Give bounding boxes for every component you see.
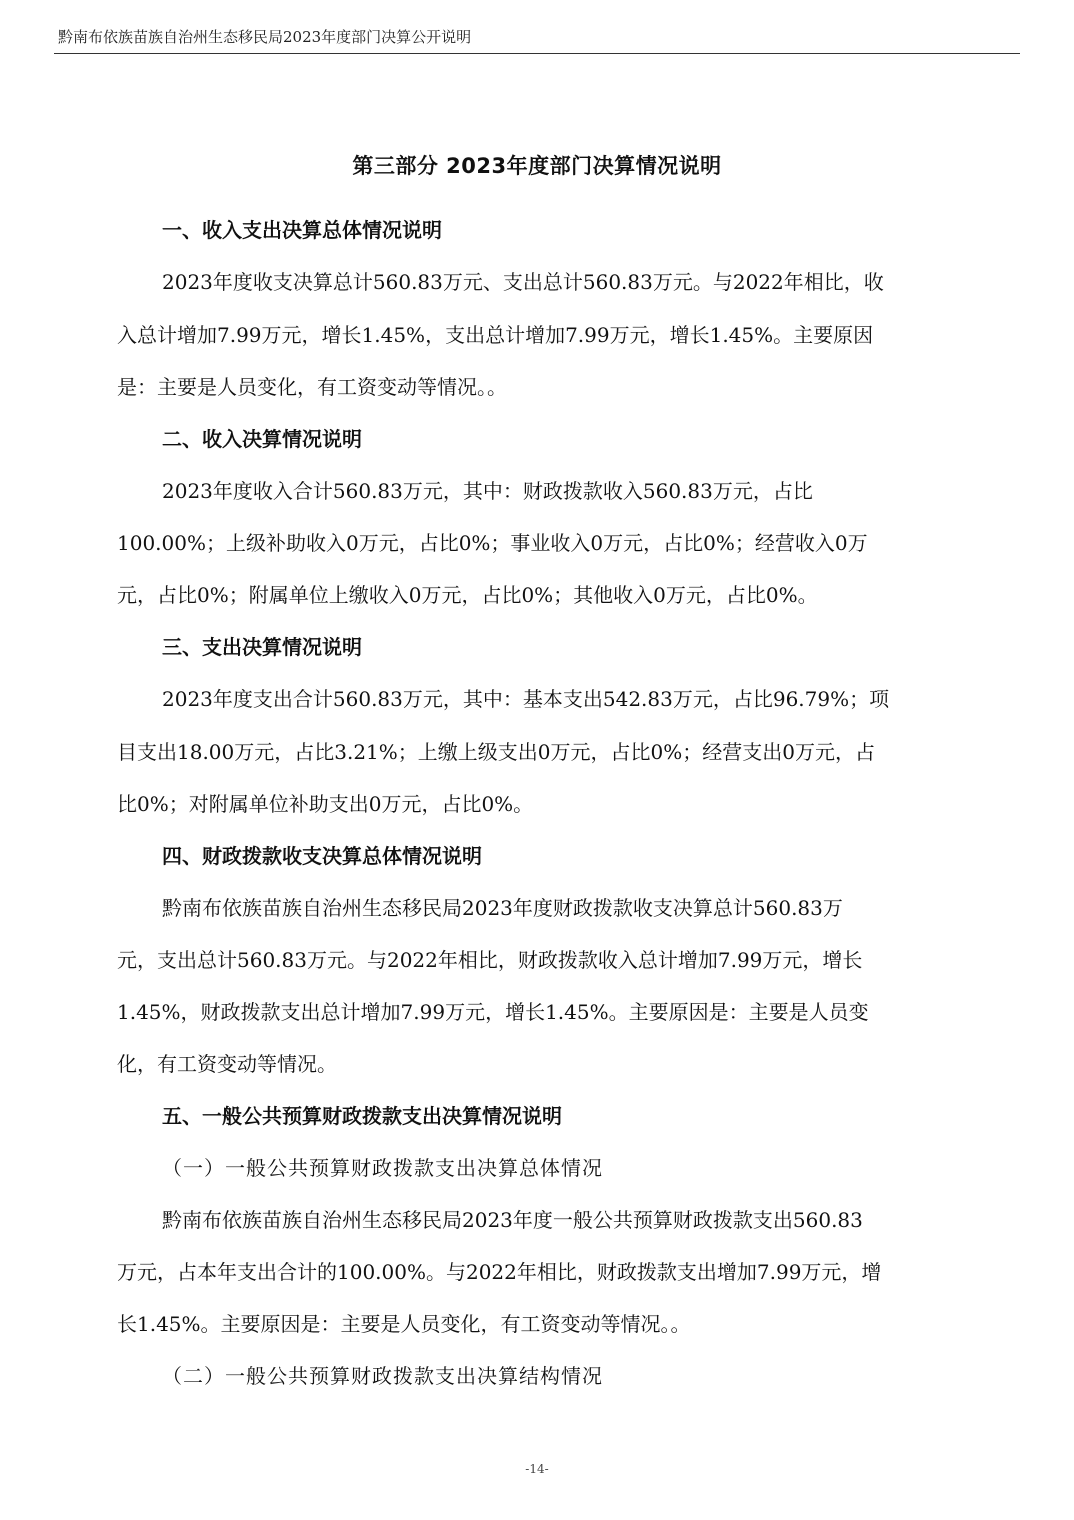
section-2-line-3: 元，占比0%；附属单位上缴收入0万元，占比0%；其他收入0万元，占比0%。	[117, 583, 818, 607]
section-4-line-3: 1.45%，财政拨款支出总计增加7.99万元，增长1.45%。主要原因是：主要是人员变	[117, 1000, 869, 1024]
section-5-heading: 五、一般公共预算财政拨款支出决算情况说明	[162, 1104, 562, 1128]
header-rule	[54, 53, 1020, 54]
section-3-line-3: 比0%；对附属单位补助支出0万元，占比0%。	[117, 792, 534, 816]
section-3-line-2: 目支出18.00万元，占比3.21%；上缴上级支出0万元，占比0%；经营支出0万元，占	[117, 740, 875, 764]
section-4-line-1: 黔南布依族苗族自治州生态移民局2023年度财政拨款收支决算总计560.83万	[162, 896, 843, 920]
section-1-line-1: 2023年度收支决算总计560.83万元、支出总计560.83万元。与2022年相比，收	[162, 270, 884, 294]
section-1-line-3: 是：主要是人员变化，有工资变动等情况。。	[117, 375, 507, 399]
running-header: 黔南布依族苗族自治州生态移民局2023年度部门决算公开说明	[58, 28, 472, 46]
section-4-line-4: 化，有工资变动等情况。	[117, 1052, 337, 1076]
section-4-line-2: 元，支出总计560.83万元。与2022年相比，财政拨款收入总计增加7.99万元，增长	[117, 948, 863, 972]
section-1-heading: 一、收入支出决算总体情况说明	[162, 218, 442, 242]
subsection-5-2-heading: （二）一般公共预算财政拨款支出决算结构情况	[162, 1364, 603, 1388]
page-number: -14-	[525, 1462, 549, 1476]
section-2-heading: 二、收入决算情况说明	[162, 427, 362, 451]
section-3-heading: 三、支出决算情况说明	[162, 635, 362, 659]
subsection-5-1-heading: （一）一般公共预算财政拨款支出决算总体情况	[162, 1156, 603, 1180]
section-2-line-1: 2023年度收入合计560.83万元，其中：财政拨款收入560.83万元，占比	[162, 479, 813, 503]
page-title: 第三部分 2023年度部门决算情况说明	[352, 154, 722, 178]
subsection-5-1-line-3: 长1.45%。主要原因是：主要是人员变化，有工资变动等情况。。	[117, 1312, 691, 1336]
section-3-line-1: 2023年度支出合计560.83万元，其中：基本支出542.83万元，占比96.79%；项	[162, 687, 890, 711]
subsection-5-1-line-2: 万元，占本年支出合计的100.00%。与2022年相比，财政拨款支出增加7.99万元，增	[117, 1260, 882, 1284]
section-2-line-2: 100.00%；上级补助收入0万元，占比0%；事业收入0万元，占比0%；经营收入0万	[117, 531, 868, 555]
section-1-line-2: 入总计增加7.99万元，增长1.45%，支出总计增加7.99万元，增长1.45%。主要原因	[117, 323, 874, 347]
subsection-5-1-line-1: 黔南布依族苗族自治州生态移民局2023年度一般公共预算财政拨款支出560.83	[162, 1208, 863, 1232]
section-4-heading: 四、财政拨款收支决算总体情况说明	[162, 844, 482, 868]
